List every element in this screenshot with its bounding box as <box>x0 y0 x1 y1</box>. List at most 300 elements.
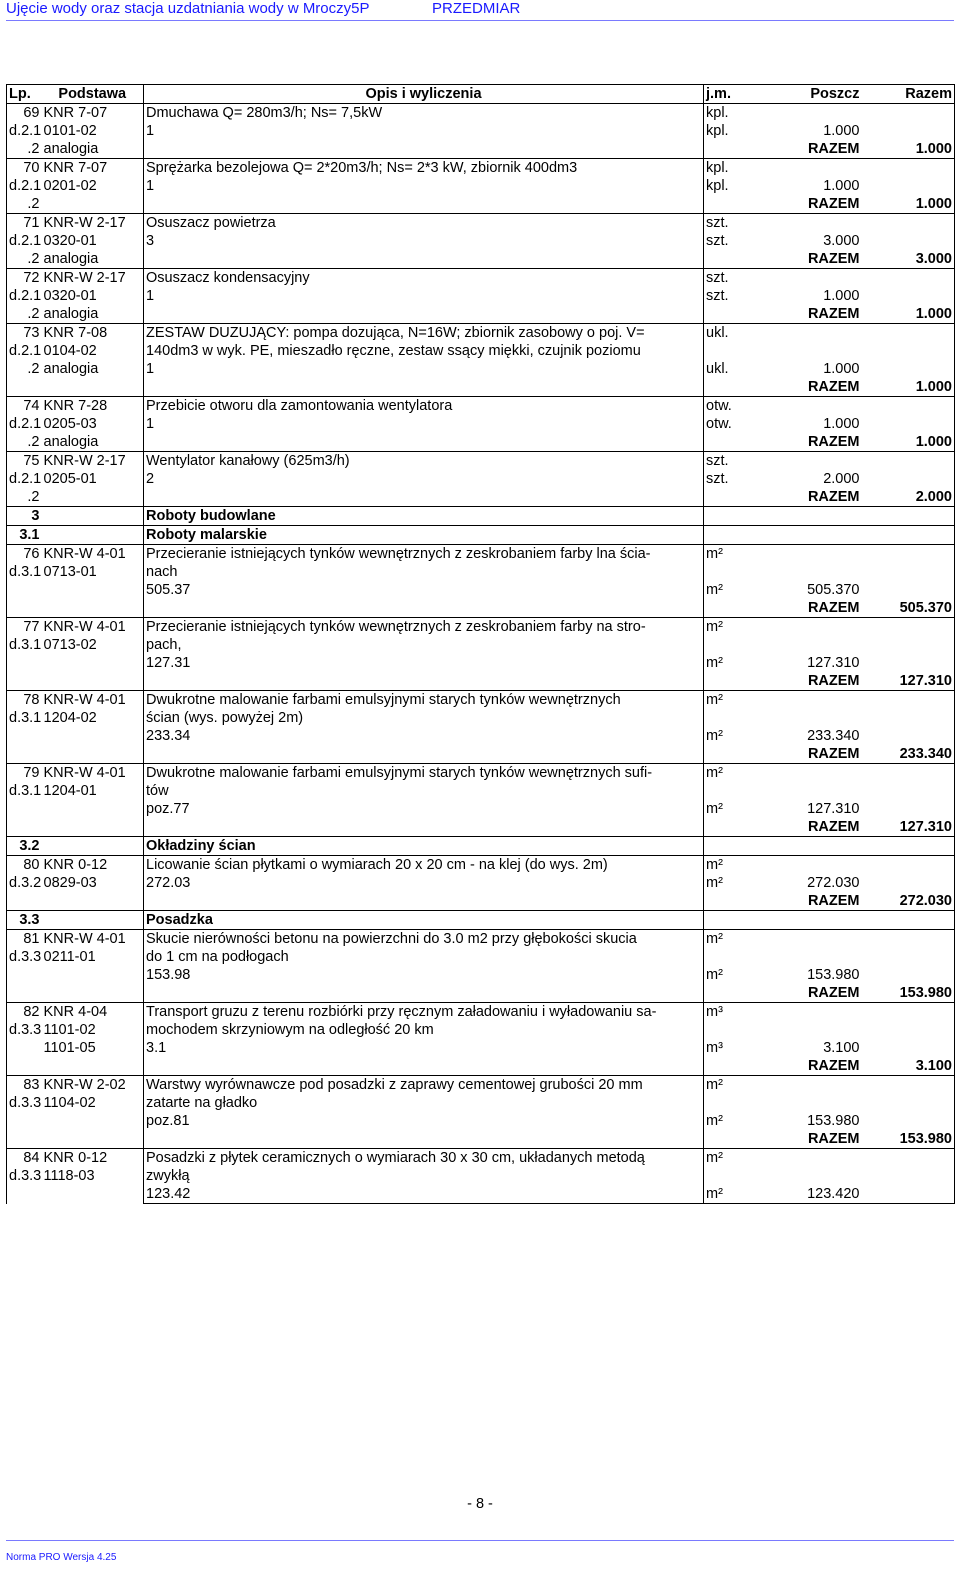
item-number: 80 d.3.2 <box>7 856 42 911</box>
item-description: Wentylator kanałowy (625m3/h) <box>144 452 704 471</box>
item-number: 83 d.3.3 <box>7 1076 42 1149</box>
item-basis: KNR 0-12 1118-03 <box>42 1149 144 1204</box>
table-row <box>7 856 955 875</box>
cell-empty <box>862 966 955 984</box>
cell-empty <box>754 104 862 123</box>
section-row <box>7 526 955 545</box>
calc-unit: kpl. <box>706 123 729 139</box>
total-label: RAZEM <box>754 745 862 764</box>
cell-empty <box>144 1057 704 1076</box>
item-number: 76 d.3.1 <box>7 545 42 618</box>
cell-empty <box>754 1076 862 1113</box>
calc-expression: poz.81 <box>144 1112 704 1130</box>
item-unit: ukl. <box>704 324 754 361</box>
calc-expression: 127.31 <box>144 654 704 672</box>
calc-expression: 1 <box>144 122 704 140</box>
item-description: ZESTAW DUZUJĄCY: pompa dozująca, N=16W; zbiornik zasobowy o poj. V= 140dm3 w wyk. PE, mieszadło ręczne, zestaw ssący miękki, czujnik poziomu <box>144 324 704 361</box>
table-row <box>7 545 955 582</box>
cell-empty <box>754 324 862 361</box>
calc-quantity: 2.000 <box>823 471 860 487</box>
cell-empty <box>862 691 955 728</box>
calc-row <box>7 581 955 599</box>
cell-empty <box>862 1112 955 1130</box>
item-unit: m² <box>704 618 754 655</box>
cell-empty <box>862 837 955 856</box>
section-row <box>7 911 955 930</box>
calc-quantity: 153.980 <box>807 967 860 983</box>
item-number: 75 d.2.1 .2 <box>7 452 42 507</box>
cell-empty <box>862 452 955 471</box>
table-row <box>7 764 955 801</box>
page-number: - 8 - <box>467 1496 493 1512</box>
total-value: 3.000 <box>862 250 955 269</box>
cell-empty <box>862 507 955 526</box>
item-description: Transport gruzu z terenu rozbiórki przy ręcznym załadowaniu i wyładowaniu sa- mochodem skrzyniowym na odległość 20 km <box>144 1003 704 1040</box>
total-label: RAZEM <box>754 818 862 837</box>
calc-unit: m² <box>706 655 723 671</box>
cell-empty <box>754 545 862 582</box>
item-number: 81 d.3.3 <box>7 930 42 1003</box>
cell-empty <box>754 397 862 416</box>
cell-empty <box>862 1149 955 1186</box>
calc-unit: szt. <box>706 233 729 249</box>
cell-empty <box>144 1130 704 1149</box>
cell-empty <box>704 507 754 526</box>
calc-expression: 1 <box>144 360 704 378</box>
header-divider <box>6 20 954 21</box>
cell-empty <box>754 159 862 178</box>
calc-unit: m² <box>706 801 723 817</box>
cell-empty <box>144 433 704 452</box>
cell-empty <box>862 856 955 875</box>
calc-row <box>7 1112 955 1130</box>
cell-empty <box>862 618 955 655</box>
total-row <box>7 599 955 618</box>
item-unit: m² <box>704 545 754 582</box>
cell-empty <box>862 1185 955 1203</box>
cell-empty <box>704 305 754 324</box>
item-basis: KNR 4-04 1101-02 1101-05 <box>42 1003 144 1076</box>
cell-empty <box>144 378 704 397</box>
software-footer: Norma PRO Wersja 4.25 <box>6 1552 117 1563</box>
table-row <box>7 1003 955 1040</box>
cell-empty <box>862 287 955 305</box>
table-header-row <box>7 85 955 104</box>
cell-empty <box>754 764 862 801</box>
cell-empty <box>754 856 862 875</box>
cell-empty <box>862 874 955 892</box>
calc-unit: szt. <box>706 288 729 304</box>
cell-empty <box>754 1003 862 1040</box>
section-number: 3.2 <box>7 837 42 856</box>
table-row <box>7 618 955 655</box>
calc-unit: m² <box>706 875 723 891</box>
item-description: Dwukrotne malowanie farbami emulsyjnymi starych tynków wewnętrznych ścian (wys. powyżej 2m) <box>144 691 704 728</box>
total-value: 127.310 <box>862 672 955 691</box>
section-number: 3.1 <box>7 526 42 545</box>
document-type: PRZEDMIAR <box>432 0 521 17</box>
section-row <box>7 507 955 526</box>
cell-empty <box>862 911 955 930</box>
section-spacer <box>42 837 144 856</box>
cell-empty <box>144 1203 704 1204</box>
item-unit: szt. <box>704 214 754 233</box>
cell-empty <box>704 378 754 397</box>
calc-unit: ukl. <box>706 361 729 377</box>
calc-row <box>7 874 955 892</box>
calc-quantity: 127.310 <box>807 801 860 817</box>
cell-empty <box>862 800 955 818</box>
calc-unit: szt. <box>706 471 729 487</box>
cell-empty <box>862 1039 955 1057</box>
cell-empty <box>754 911 862 930</box>
col-header-lp: Lp. <box>7 85 42 104</box>
item-number: 74 d.2.1 .2 <box>7 397 42 452</box>
total-row <box>7 250 955 269</box>
col-header-jm: j.m. <box>704 85 754 104</box>
cell-empty <box>862 324 955 361</box>
item-number: 84 d.3.3 <box>7 1149 42 1204</box>
calc-row <box>7 360 955 378</box>
calc-expression: 1 <box>144 177 704 195</box>
cell-empty <box>704 837 754 856</box>
item-description: Przecieranie istniejących tynków wewnętrznych z zeskrobaniem farby na stro- pach, <box>144 618 704 655</box>
table-row <box>7 1076 955 1113</box>
item-number: 78 d.3.1 <box>7 691 42 764</box>
item-unit: kpl. <box>704 159 754 178</box>
item-description: Przebicie otworu dla zamontowania wentylatora <box>144 397 704 416</box>
cell-empty <box>862 545 955 582</box>
total-value: 1.000 <box>862 305 955 324</box>
cell-empty <box>144 672 704 691</box>
table-row <box>7 691 955 728</box>
item-basis: KNR-W 2-17 0320-01 analogia <box>42 269 144 324</box>
calc-quantity: 505.370 <box>807 582 860 598</box>
calc-row <box>7 654 955 672</box>
item-number: 70 d.2.1 .2 <box>7 159 42 214</box>
cell-empty <box>862 415 955 433</box>
calc-quantity: 1.000 <box>823 123 860 139</box>
item-number: 77 d.3.1 <box>7 618 42 691</box>
section-title: Okładziny ścian <box>144 837 704 856</box>
calc-unit: m² <box>706 1186 723 1202</box>
calc-expression: 3.1 <box>144 1039 704 1057</box>
item-basis: KNR-W 2-17 0205-01 <box>42 452 144 507</box>
item-unit: kpl. <box>704 104 754 123</box>
total-row <box>7 488 955 507</box>
total-row <box>7 984 955 1003</box>
cell-empty <box>754 618 862 655</box>
calc-expression: 2 <box>144 470 704 488</box>
item-unit: szt. <box>704 269 754 288</box>
item-basis: KNR-W 4-01 0713-01 <box>42 545 144 618</box>
total-label: RAZEM <box>754 488 862 507</box>
item-unit: szt. <box>704 452 754 471</box>
total-row <box>7 195 955 214</box>
total-label: RAZEM <box>754 1057 862 1076</box>
calc-row <box>7 966 955 984</box>
calc-row <box>7 1185 955 1203</box>
section-spacer <box>42 911 144 930</box>
calc-expression: 1 <box>144 415 704 433</box>
item-basis: KNR-W 4-01 1204-01 <box>42 764 144 837</box>
cell-empty <box>704 488 754 507</box>
cell-empty <box>754 930 862 967</box>
total-label: RAZEM <box>754 250 862 269</box>
calc-unit: otw. <box>706 416 732 432</box>
item-basis: KNR 0-12 0829-03 <box>42 856 144 911</box>
total-label: RAZEM <box>754 305 862 324</box>
item-unit: m² <box>704 1076 754 1113</box>
calc-expression: 505.37 <box>144 581 704 599</box>
cell-empty <box>704 911 754 930</box>
cell-empty <box>144 488 704 507</box>
cell-empty <box>862 1076 955 1113</box>
cell-empty <box>862 930 955 967</box>
calc-row <box>7 1039 955 1057</box>
total-value: 127.310 <box>862 818 955 837</box>
cell-empty <box>704 1130 754 1149</box>
total-value <box>862 1203 955 1204</box>
section-spacer <box>42 507 144 526</box>
cell-empty <box>144 892 704 911</box>
item-description: Skucie nierówności betonu na powierzchni do 3.0 m2 przy głębokości skucia do 1 cm na podłogach <box>144 930 704 967</box>
total-row <box>7 140 955 159</box>
table-row <box>7 452 955 471</box>
item-basis: KNR 7-08 0104-02 analogia <box>42 324 144 397</box>
calc-unit: m² <box>706 967 723 983</box>
cell-empty <box>704 745 754 764</box>
item-unit: m² <box>704 856 754 875</box>
cell-empty <box>144 599 704 618</box>
total-label: RAZEM <box>754 378 862 397</box>
total-value: 1.000 <box>862 195 955 214</box>
item-description: Dwukrotne malowanie farbami emulsyjnymi starych tynków wewnętrznych sufi- tów <box>144 764 704 801</box>
cell-empty <box>704 526 754 545</box>
total-value: 1.000 <box>862 433 955 452</box>
cell-empty <box>754 691 862 728</box>
calc-expression: 272.03 <box>144 874 704 892</box>
item-unit: m² <box>704 1149 754 1186</box>
col-header-opis: Opis i wyliczenia <box>144 85 704 104</box>
total-row <box>7 892 955 911</box>
item-basis: KNR-W 2-17 0320-01 analogia <box>42 214 144 269</box>
total-row <box>7 1130 955 1149</box>
section-row <box>7 837 955 856</box>
total-label: RAZEM <box>754 672 862 691</box>
cell-empty <box>862 159 955 178</box>
total-value: 233.340 <box>862 745 955 764</box>
calc-row <box>7 727 955 745</box>
cell-empty <box>862 214 955 233</box>
section-title: Roboty budowlane <box>144 507 704 526</box>
item-unit: m² <box>704 930 754 967</box>
section-number: 3 <box>7 507 42 526</box>
calc-row <box>7 470 955 488</box>
cell-empty <box>704 140 754 159</box>
total-row <box>7 433 955 452</box>
calc-quantity: 1.000 <box>823 288 860 304</box>
cell-empty <box>704 818 754 837</box>
calc-row <box>7 232 955 250</box>
col-header-podstawa: Podstawa <box>42 85 144 104</box>
section-title: Posadzka <box>144 911 704 930</box>
cell-empty <box>862 397 955 416</box>
calc-quantity: 153.980 <box>807 1113 860 1129</box>
cell-empty <box>704 892 754 911</box>
calc-unit: m² <box>706 728 723 744</box>
cell-empty <box>144 305 704 324</box>
total-value: 272.030 <box>862 892 955 911</box>
cell-empty <box>144 818 704 837</box>
cell-empty <box>862 581 955 599</box>
total-label: RAZEM <box>754 984 862 1003</box>
total-label: RAZEM <box>754 195 862 214</box>
cell-empty <box>144 745 704 764</box>
total-value: 1.000 <box>862 378 955 397</box>
item-number: 73 d.2.1 .2 <box>7 324 42 397</box>
cell-empty <box>862 177 955 195</box>
cell-empty <box>754 452 862 471</box>
cell-empty <box>862 727 955 745</box>
cell-empty <box>704 984 754 1003</box>
total-label: RAZEM <box>754 1130 862 1149</box>
calc-quantity: 3.000 <box>823 233 860 249</box>
cell-empty <box>144 140 704 159</box>
table-body <box>7 104 955 1204</box>
cell-empty <box>862 470 955 488</box>
section-title: Roboty malarskie <box>144 526 704 545</box>
cell-empty <box>862 654 955 672</box>
total-label: RAZEM <box>754 892 862 911</box>
table-row <box>7 1149 955 1186</box>
section-spacer <box>42 526 144 545</box>
calc-row <box>7 415 955 433</box>
item-description: Osuszacz powietrza <box>144 214 704 233</box>
cell-empty <box>862 1003 955 1040</box>
calc-quantity: 3.100 <box>823 1040 860 1056</box>
calc-expression: 3 <box>144 232 704 250</box>
item-description: Przecieranie istniejących tynków wewnętrznych z zeskrobaniem farby lna ścia- nach <box>144 545 704 582</box>
calc-expression: 233.34 <box>144 727 704 745</box>
calc-expression: 123.42 <box>144 1185 704 1203</box>
calc-quantity: 123.420 <box>807 1186 860 1202</box>
item-basis: KNR 7-07 0101-02 analogia <box>42 104 144 159</box>
cell-empty <box>862 526 955 545</box>
cell-empty <box>144 195 704 214</box>
cell-empty <box>704 672 754 691</box>
calc-row <box>7 800 955 818</box>
item-basis: KNR-W 4-01 0713-02 <box>42 618 144 691</box>
calc-unit: m³ <box>706 1040 723 1056</box>
calc-row <box>7 177 955 195</box>
cell-empty <box>704 1057 754 1076</box>
col-header-razem: Razem <box>862 85 955 104</box>
calc-quantity: 1.000 <box>823 178 860 194</box>
cell-empty <box>754 507 862 526</box>
cell-empty <box>754 526 862 545</box>
total-row <box>7 1203 955 1204</box>
item-basis: KNR 7-07 0201-02 <box>42 159 144 214</box>
total-row <box>7 672 955 691</box>
total-label: RAZEM <box>754 599 862 618</box>
calc-expression: 153.98 <box>144 966 704 984</box>
cell-empty <box>862 764 955 801</box>
item-unit: otw. <box>704 397 754 416</box>
table-row <box>7 930 955 967</box>
item-basis: KNR 7-28 0205-03 analogia <box>42 397 144 452</box>
item-unit: m² <box>704 764 754 801</box>
total-row <box>7 818 955 837</box>
section-number: 3.3 <box>7 911 42 930</box>
calc-row <box>7 122 955 140</box>
calc-quantity: 272.030 <box>807 875 860 891</box>
table-row <box>7 397 955 416</box>
item-number: 72 d.2.1 .2 <box>7 269 42 324</box>
cell-empty <box>754 214 862 233</box>
footer-divider <box>6 1540 954 1541</box>
table-row <box>7 159 955 178</box>
cell-empty <box>144 984 704 1003</box>
cell-empty <box>144 250 704 269</box>
cell-empty <box>754 837 862 856</box>
calc-unit: m² <box>706 582 723 598</box>
item-description: Osuszacz kondensacyjny <box>144 269 704 288</box>
table-row <box>7 104 955 123</box>
cell-empty <box>754 269 862 288</box>
item-unit: m² <box>704 691 754 728</box>
calc-unit: kpl. <box>706 178 729 194</box>
total-value: 153.980 <box>862 984 955 1003</box>
cell-empty <box>862 269 955 288</box>
total-value: 505.370 <box>862 599 955 618</box>
cell-empty <box>862 232 955 250</box>
cell-empty <box>862 360 955 378</box>
cell-empty <box>862 122 955 140</box>
calc-quantity: 1.000 <box>823 361 860 377</box>
item-unit: m³ <box>704 1003 754 1040</box>
calc-quantity: 127.310 <box>807 655 860 671</box>
item-basis: KNR-W 4-01 0211-01 <box>42 930 144 1003</box>
item-description: Licowanie ścian płytkami o wymiarach 20 x 20 cm - na klej (do wys. 2m) <box>144 856 704 875</box>
cell-empty <box>754 1149 862 1186</box>
calc-expression: poz.77 <box>144 800 704 818</box>
cell-empty <box>704 433 754 452</box>
calc-row <box>7 287 955 305</box>
estimate-table <box>6 84 955 1204</box>
total-row <box>7 745 955 764</box>
item-description: Sprężarka bezolejowa Q= 2*20m3/h; Ns= 2*3 kW, zbiornik 400dm3 <box>144 159 704 178</box>
item-number: 71 d.2.1 .2 <box>7 214 42 269</box>
total-row <box>7 1057 955 1076</box>
table-row <box>7 214 955 233</box>
document-title: Ujęcie wody oraz stacja uzdatniania wody w Mroczy5P <box>6 0 370 17</box>
calc-quantity: 1.000 <box>823 416 860 432</box>
calc-expression: 1 <box>144 287 704 305</box>
item-description: Warstwy wyrównawcze pod posadzki z zaprawy cementowej grubości 20 mm zatarte na gładko <box>144 1076 704 1113</box>
item-number: 69 d.2.1 .2 <box>7 104 42 159</box>
item-number: 82 d.3.3 <box>7 1003 42 1076</box>
item-description: Posadzki z płytek ceramicznych o wymiarach 30 x 30 cm, układanych metodą zwykłą <box>144 1149 704 1186</box>
total-row <box>7 305 955 324</box>
total-label: RAZEM <box>754 140 862 159</box>
total-value: 153.980 <box>862 1130 955 1149</box>
total-value: 1.000 <box>862 140 955 159</box>
cell-empty <box>704 195 754 214</box>
cell-empty <box>862 104 955 123</box>
table-row <box>7 269 955 288</box>
item-number: 79 d.3.1 <box>7 764 42 837</box>
